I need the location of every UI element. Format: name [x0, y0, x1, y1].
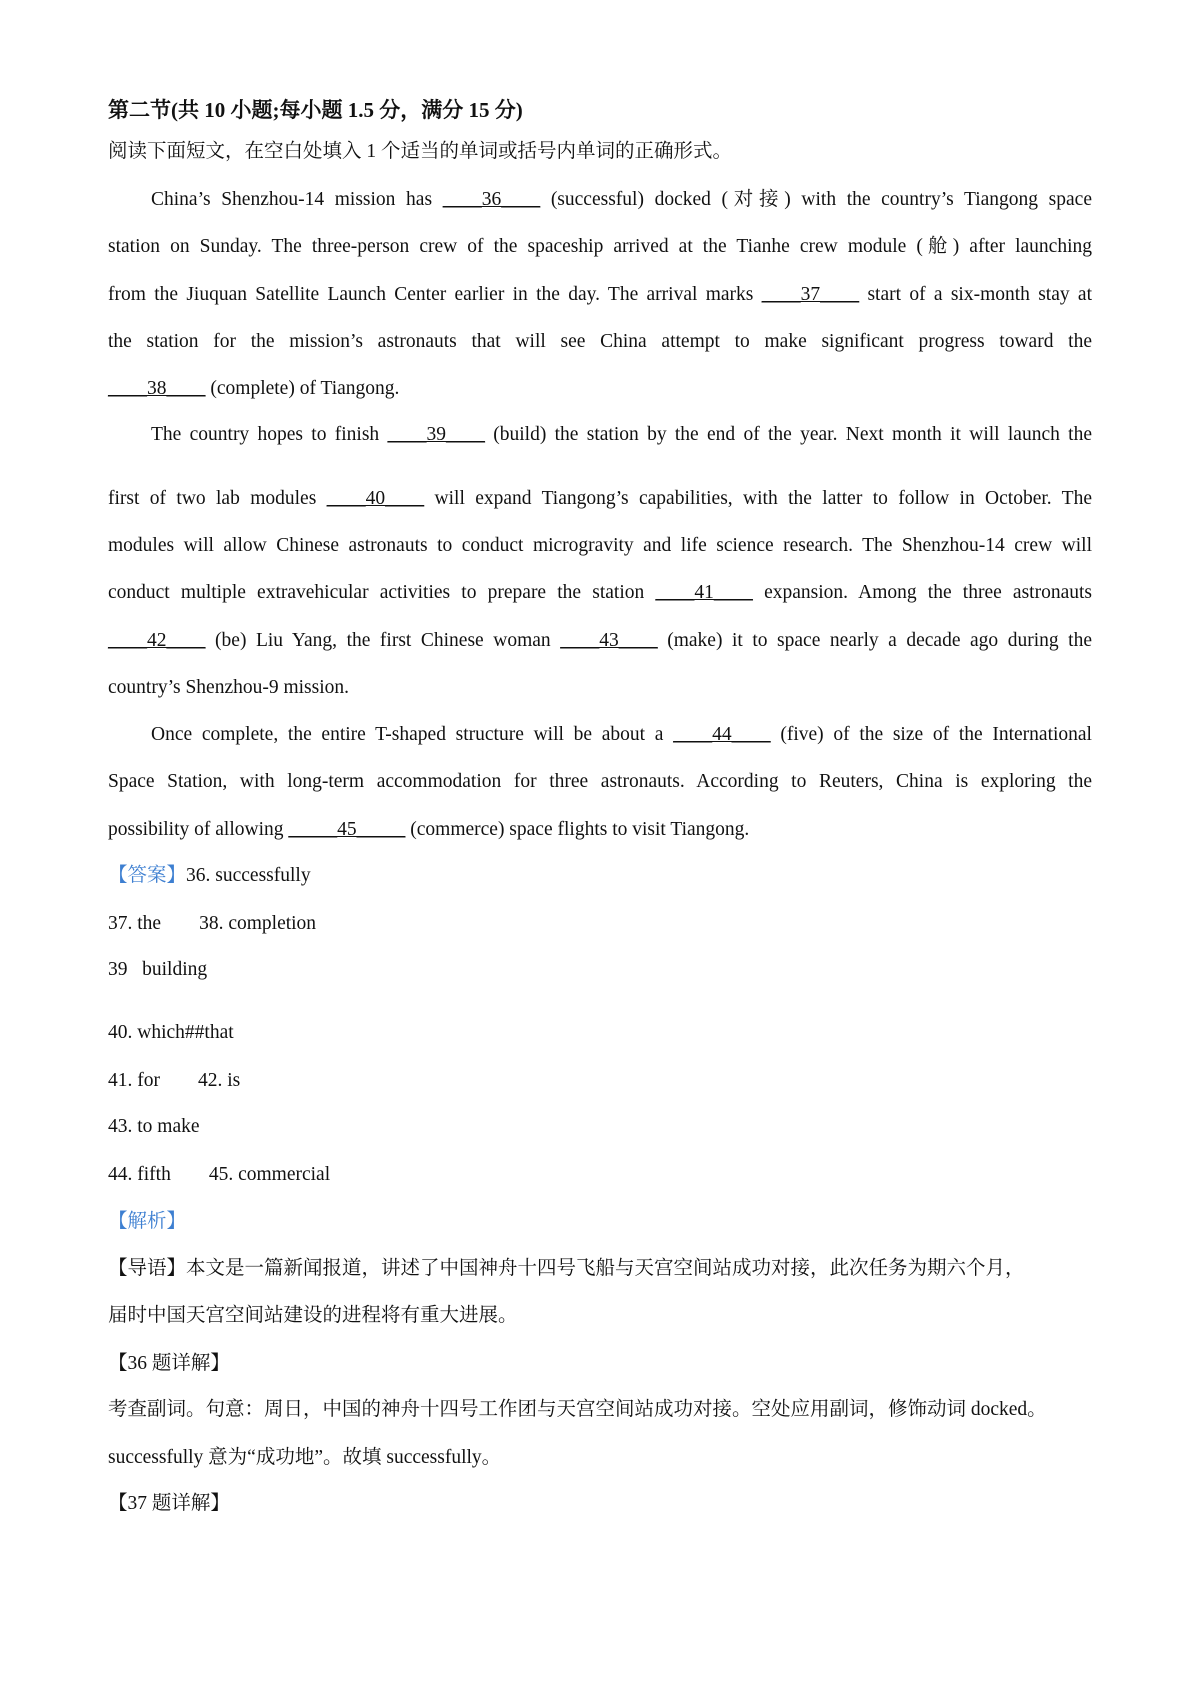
passage-text: start of a six-month stay at — [859, 284, 1093, 305]
passage-line — [108, 376, 1092, 402]
instructions: 阅读下面短文，在空白处填入 1 个适当的单词或括号内单词的正确形式。 — [108, 141, 733, 162]
passage-line — [108, 769, 1092, 795]
answer-37: 37. the — [108, 913, 162, 934]
answer-blank: ____37____ — [761, 284, 860, 305]
passage-text: country’s Shenzhou-9 mission. — [108, 677, 350, 698]
passage-text: (complete) of Tiangong. — [205, 378, 400, 399]
passage-text: the station for the mission’s astronauts that will see China attempt to make significant progress toward the — [108, 331, 1092, 352]
q37-heading: 【37 题详解】 — [108, 1493, 230, 1514]
answer-label: 【答案】 — [108, 865, 187, 886]
intro-line-2: 届时中国天宫空间站建设的进程将有重大进展。 — [108, 1305, 518, 1326]
passage-line — [151, 187, 1092, 213]
passage-text: (make) it to space nearly a decade ago during the — [657, 630, 1092, 651]
passage-line — [108, 533, 1092, 559]
answer-row-5 — [108, 1068, 1092, 1094]
q36-explanation-1: 考查副词。句意：周日，中国的神舟十四号工作团与天宫空间站成功对接。空处应用副词，修饰动词 docked。 — [108, 1399, 1047, 1420]
passage-line — [151, 422, 1092, 448]
passage-text: modules will allow Chinese astronauts to conduct microgravity and life science research. The Shenzhou-14 crew will — [108, 535, 1092, 556]
q36-heading: 【36 题详解】 — [108, 1353, 230, 1374]
answer-41: 41. for — [108, 1070, 160, 1091]
passage-line — [108, 675, 1092, 701]
answer-43: 43. to make — [108, 1116, 200, 1137]
passage-text: station on Sunday. The three-person crew of the spaceship arrived at the Tianhe crew module (舱) after launching — [108, 236, 1092, 257]
passage-line — [151, 722, 1092, 748]
intro-line-1: 【导语】本文是一篇新闻报道，讲述了中国神舟十四号飞船与天宫空间站成功对接，此次任务为期六个月， — [108, 1258, 1025, 1279]
answer-blank: ____39____ — [387, 424, 485, 445]
passage-text: (five) of the size of the International — [770, 724, 1092, 745]
answer-36: 36. successfully — [186, 865, 311, 886]
q36-explanation-2: successfully 意为“成功地”。故填 successfully。 — [108, 1447, 502, 1468]
answer-blank: ____42____ — [108, 630, 206, 651]
passage-text: possibility of allowing — [108, 819, 289, 840]
answer-44: 44. fifth — [108, 1164, 171, 1185]
analysis-label: 【解析】 — [108, 1211, 187, 1232]
passage-text: from the Jiuquan Satellite Launch Center earlier in the day. The arrival marks — [108, 284, 762, 305]
answer-row-2 — [108, 911, 1092, 937]
answer-blank: ____40____ — [326, 488, 425, 509]
passage-line — [108, 329, 1092, 355]
passage-line — [108, 234, 1092, 260]
answer-40: 40. which##that — [108, 1022, 234, 1043]
passage-line — [108, 486, 1092, 512]
passage-text: Space Station, with long-term accommodation for three astronauts. According to Reuters, China is exploring the — [108, 771, 1092, 792]
answer-blank: ____44____ — [673, 724, 771, 745]
passage-text: China’s Shenzhou-14 mission has — [151, 189, 443, 210]
passage-text: (build) the station by the end of the year. Next month it will launch the — [484, 424, 1092, 445]
passage-line — [108, 628, 1092, 654]
answer-blank: _____45_____ — [288, 819, 406, 840]
passage-text: (commerce) space flights to visit Tiangong. — [405, 819, 750, 840]
answer-42: 42. is — [198, 1070, 241, 1091]
answer-blank: ____38____ — [108, 378, 206, 399]
passage-text: will expand Tiangong’s capabilities, with the latter to follow in October. The — [424, 488, 1092, 509]
passage-text: (be) Liu Yang, the first Chinese woman — [205, 630, 561, 651]
answer-38: 38. completion — [199, 913, 317, 934]
answer-blank: ____36____ — [442, 189, 541, 210]
passage-text: (successful) docked (对接) with the country’s Tiangong space — [540, 189, 1092, 210]
answer-blank: ____43____ — [560, 630, 658, 651]
section-title: 第二节(共 10 小题;每小题 1.5 分，满分 15 分) — [108, 98, 523, 122]
passage-line — [108, 817, 1092, 843]
answer-row-7 — [108, 1162, 1092, 1188]
answer-row-1 — [108, 863, 1092, 889]
answer-45: 45. commercial — [208, 1164, 331, 1185]
passage-text: conduct multiple extravehicular activities to prepare the station — [108, 582, 656, 603]
passage-text: Once complete, the entire T-shaped structure will be about a — [151, 724, 674, 745]
passage-line — [108, 282, 1092, 308]
answer-39: 39 building — [108, 959, 208, 980]
passage-text: The country hopes to finish — [151, 424, 388, 445]
passage-line — [108, 580, 1092, 606]
answer-blank: ____41____ — [655, 582, 753, 603]
passage-text: expansion. Among the three astronauts — [752, 582, 1092, 603]
passage-text: first of two lab modules — [108, 488, 327, 509]
